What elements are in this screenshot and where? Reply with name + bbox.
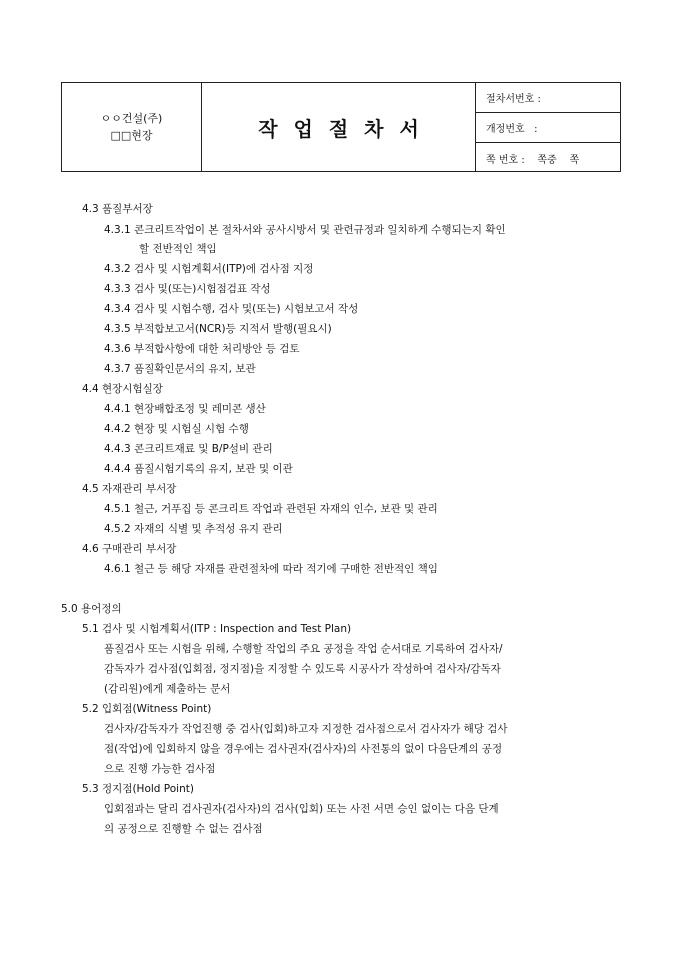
document-header-table <box>61 82 621 172</box>
section-heading: 4.3 품질부서장 <box>82 203 153 215</box>
list-item: 4.4.4 품질시험기록의 유지, 보관 및 이관 <box>104 463 293 475</box>
revision-number-label: 개정번호 : <box>486 124 538 135</box>
term-heading: 5.1 검사 및 시험계획서(ITP : Inspection and Test Plan) <box>82 623 352 635</box>
site-name: □□현장 <box>110 129 153 142</box>
list-item: 4.3.7 품질확인문서의 유지, 보관 <box>104 363 256 375</box>
list-item: 4.3.6 부적합사항에 대한 처리방안 등 검토 <box>104 343 300 355</box>
section-heading: 4.5 자재관리 부서장 <box>82 483 177 495</box>
document-title: 작업절차서 <box>202 83 476 171</box>
section-heading: 4.6 구매관리 부서장 <box>82 543 177 555</box>
list-item-continuation: 할 전반적인 책임 <box>139 243 217 255</box>
term-definition: 으로 진행 가능한 검사점 <box>104 763 216 775</box>
list-item: 4.4.3 콘크리트재료 및 B/P설비 관리 <box>104 443 273 455</box>
term-definition: (감리원)에게 제출하는 문서 <box>104 683 231 695</box>
term-definition: 감독자가 검사점(입회점, 정지점)을 지정할 수 있도록 시공사가 작성하여 검사자/감독자 <box>104 663 501 675</box>
page-number-label: 쪽 번호 : 쪽중 쪽 <box>486 154 580 166</box>
page-number-field <box>476 143 620 173</box>
revision-number-field <box>476 113 620 143</box>
list-item: 4.6.1 철근 등 해당 자재를 관련절차에 따라 적기에 구매한 전반적인 책임 <box>104 563 438 575</box>
term-definition: 품질검사 또는 시험을 위해, 수행할 작업의 주요 공정을 작업 순서대로 기록하여 검사자/ <box>104 643 503 655</box>
term-definition: 검사자/감독자가 작업진행 중 검사(입회)하고자 지정한 검사점으로서 검사자가 해당 검사 <box>104 723 508 735</box>
company-cell <box>62 83 202 171</box>
list-item: 4.5.1 철근, 거푸집 등 콘크리트 작업과 관련된 자재의 인수, 보관 및 관리 <box>104 503 438 515</box>
list-item: 4.3.1 콘크리트작업이 본 절차서와 공사시방서 및 관련규정과 일치하게 수행되는지 확인 <box>104 224 506 236</box>
list-item: 4.3.5 부적합보고서(NCR)등 지적서 발행(필요시) <box>104 323 332 335</box>
list-item: 4.3.4 검사 및 시험수행, 검사 및(또는) 시험보고서 작성 <box>104 303 359 315</box>
term-definition: 입회점과는 달리 검사권자(검사자)의 검사(입회) 또는 사전 서면 승인 없이는 다음 단계 <box>104 803 499 815</box>
list-item: 4.3.3 검사 및(또는)시험점검표 작성 <box>104 283 271 295</box>
procedure-number-label: 절차서번호 : <box>486 94 541 105</box>
list-item: 4.3.2 검사 및 시험계획서(ITP)에 검사점 지정 <box>104 263 314 275</box>
company-name: ㅇㅇ건설(주) <box>100 112 163 125</box>
list-item: 4.4.2 현장 및 시험실 시험 수행 <box>104 423 249 435</box>
list-item: 4.4.1 현장배합조정 및 레미콘 생산 <box>104 403 266 415</box>
chapter-heading: 5.0 용어정의 <box>61 603 122 615</box>
procedure-number-field <box>476 83 620 113</box>
term-definition: 의 공정으로 진행할 수 없는 검사점 <box>104 823 263 835</box>
section-heading: 4.4 현장시험실장 <box>82 383 163 395</box>
term-heading: 5.3 정지점(Hold Point) <box>82 783 194 795</box>
term-heading: 5.2 입회점(Witness Point) <box>82 703 212 715</box>
list-item: 4.5.2 자재의 식별 및 추적성 유지 관리 <box>104 523 283 535</box>
term-definition: 점(작업)에 입회하지 않을 경우에는 검사권자(검사자)의 사전통의 없이 다음단계의 공정 <box>104 743 503 755</box>
